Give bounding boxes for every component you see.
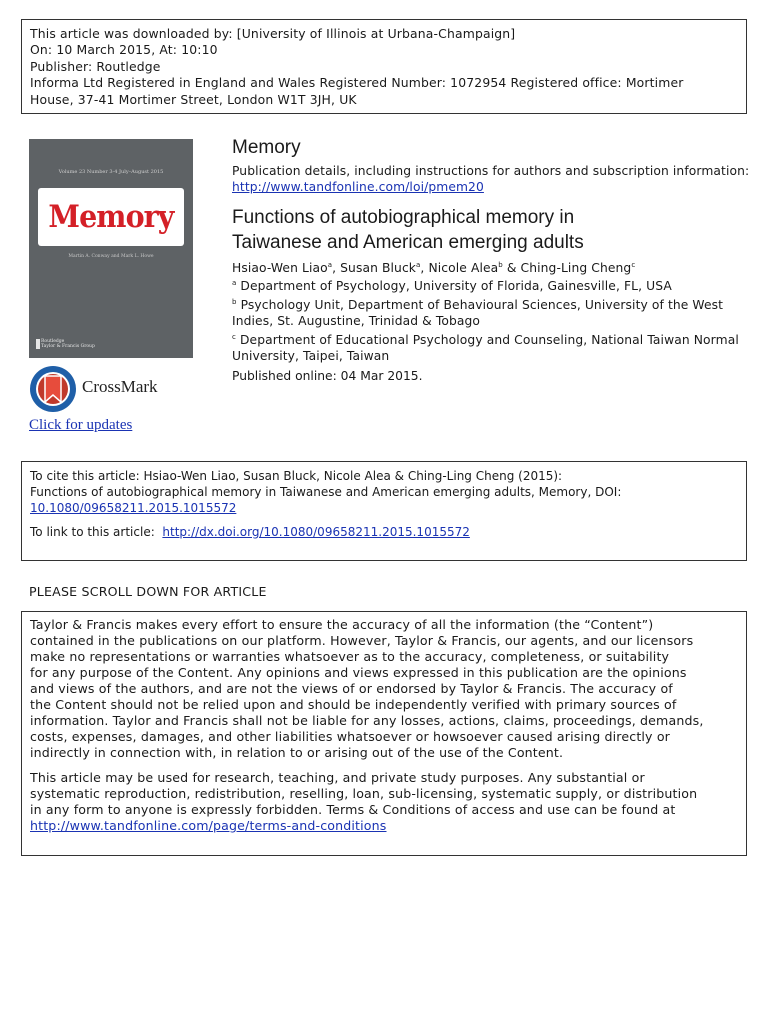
author-name: Hsiao-Wen Liao <box>232 261 328 275</box>
author-affiliation-mark: c <box>631 260 636 269</box>
author-name: Susan Bluck <box>340 261 417 275</box>
disclaimer-line: contained in the publications on our platform. However, Taylor & Francis, our agents, and our licensors <box>30 633 694 648</box>
disclaimer-line: for any purpose of the Content. Any opinions and views expressed in this publication are the opinions <box>30 665 687 680</box>
journal-name: Memory <box>232 137 301 158</box>
routledge-logo-icon <box>36 339 40 349</box>
affiliation-item <box>232 297 739 329</box>
download-date: On: 10 March 2015, At: 10:10 <box>30 42 218 58</box>
disclaimer-box <box>21 611 747 856</box>
author-affiliation-mark: a <box>327 260 333 269</box>
crossmark-icon <box>28 364 78 414</box>
cover-editors: Martin A. Conway and Mark L. Howe <box>68 254 154 259</box>
cover-volume-line: Volume 23 Number 3-4 July–August 2015 <box>58 169 164 175</box>
article-link-row <box>30 524 738 540</box>
address-line: House, 37-41 Mortimer Street, London W1T 3JH, UK <box>30 91 357 107</box>
cover-title-card <box>38 188 184 246</box>
published-online-date: Published online: 04 Mar 2015. <box>232 369 423 383</box>
terms-conditions-link[interactable]: http://www.tandfonline.com/page/terms-and-conditions <box>30 818 387 833</box>
crossmark-label: CrossMark <box>82 377 158 396</box>
journal-cover-image <box>29 139 193 358</box>
affiliations <box>232 278 739 367</box>
disclaimer-line: and views of the authors, and are not the views of or endorsed by Taylor & Francis. The accuracy of <box>30 681 673 696</box>
scroll-down-note: PLEASE SCROLL DOWN FOR ARTICLE <box>29 584 267 599</box>
journal-url-link[interactable]: http://www.tandfonline.com/loi/pmem20 <box>232 180 484 194</box>
author-affiliation-mark: a <box>416 260 421 269</box>
affiliation-mark: a <box>232 278 237 287</box>
article-title <box>232 205 584 255</box>
author-name: Ching-Ling Cheng <box>520 261 632 275</box>
affiliation-item <box>232 278 739 294</box>
affiliation-text: Indies, St. Augustine, Trinidad & Tobago <box>232 314 481 328</box>
affiliation-item <box>232 332 739 364</box>
download-line: This article was downloaded by: [University of Illinois at Urbana-Champaign] <box>30 26 516 41</box>
affiliation-mark: b <box>232 297 237 306</box>
cover-publisher-line: Routledge <box>41 339 65 344</box>
affiliation-text: Psychology Unit, Department of Behavioural Sciences, University of the West <box>240 298 724 312</box>
affiliation-text: University, Taipei, Taiwan <box>232 349 390 363</box>
article-title-line: Taiwanese and American emerging adults <box>232 232 584 253</box>
cover-publisher-line: Taylor & Francis Group <box>41 344 95 349</box>
disclaimer-line: Taylor & Francis makes every effort to ensure the accuracy of all the information (the “Content”) <box>30 617 654 632</box>
citation-text: Functions of autobiographical memory in Taiwanese and American emerging adults, Memory, DOI: <box>30 485 622 499</box>
citation-text: To cite this article: Hsiao-Wen Liao, Susan Bluck, Nicole Alea & Ching-Ling Cheng (2015): <box>30 469 563 483</box>
registration-line: Informa Ltd Registered in England and Wales Registered Number: 1072954 Registered office: Mortimer <box>30 75 684 91</box>
disclaimer-line: the Content should not be relied upon and should be independently verified with primary sources of <box>30 697 677 712</box>
publication-details <box>232 163 749 195</box>
cover-publisher <box>41 339 95 349</box>
click-for-updates-link[interactable]: Click for updates <box>29 417 133 433</box>
usage-line: This article may be used for research, teaching, and private study purposes. Any substantial or <box>30 770 645 785</box>
author-separator: , <box>332 261 341 275</box>
author-name: Nicole Alea <box>428 261 499 275</box>
article-url-link[interactable]: http://dx.doi.org/10.1080/09658211.2015.1015572 <box>162 525 470 539</box>
author-separator: & <box>502 261 521 275</box>
affiliation-text: Department of Educational Psychology and Counseling, National Taiwan Normal <box>239 333 739 347</box>
disclaimer-line: information. Taylor and Francis shall not be liable for any losses, actions, claims, proceedings, demands, <box>30 713 704 728</box>
affiliation-text: Department of Psychology, University of Florida, Gainesville, FL, USA <box>240 279 672 293</box>
download-info-box <box>21 19 747 114</box>
publisher-line: Publisher: Routledge <box>30 58 161 74</box>
cover-title: Memory <box>48 199 174 235</box>
author-affiliation-mark: b <box>498 260 503 269</box>
citation-box <box>21 461 747 561</box>
disclaimer-line: indirectly in connection with, in relation to or arising out of the use of the Content. <box>30 745 564 760</box>
crossmark-badge[interactable] <box>28 364 178 416</box>
disclaimer-paragraph <box>30 617 738 761</box>
article-link-label: To link to this article: <box>30 525 155 539</box>
publication-details-text: Publication details, including instructions for authors and subscription information: <box>232 164 750 178</box>
usage-paragraph <box>30 770 738 834</box>
author-list <box>232 260 635 276</box>
disclaimer-line: costs, expenses, damages, and other liabilities whatsoever or howsoever caused arising directly or <box>30 729 670 744</box>
article-title-line: Functions of autobiographical memory in <box>232 207 575 228</box>
disclaimer-line: make no representations or warranties whatsoever as to the accuracy, completeness, or suitability <box>30 649 670 664</box>
usage-line: in any form to anyone is expressly forbidden. Terms & Conditions of access and use can be found at <box>30 802 676 817</box>
doi-link[interactable]: 10.1080/09658211.2015.1015572 <box>30 501 237 515</box>
author-separator: , <box>420 261 429 275</box>
usage-line: systematic reproduction, redistribution, reselling, loan, sub-licensing, systematic supply, or distribution <box>30 786 698 801</box>
affiliation-mark: c <box>232 332 236 341</box>
